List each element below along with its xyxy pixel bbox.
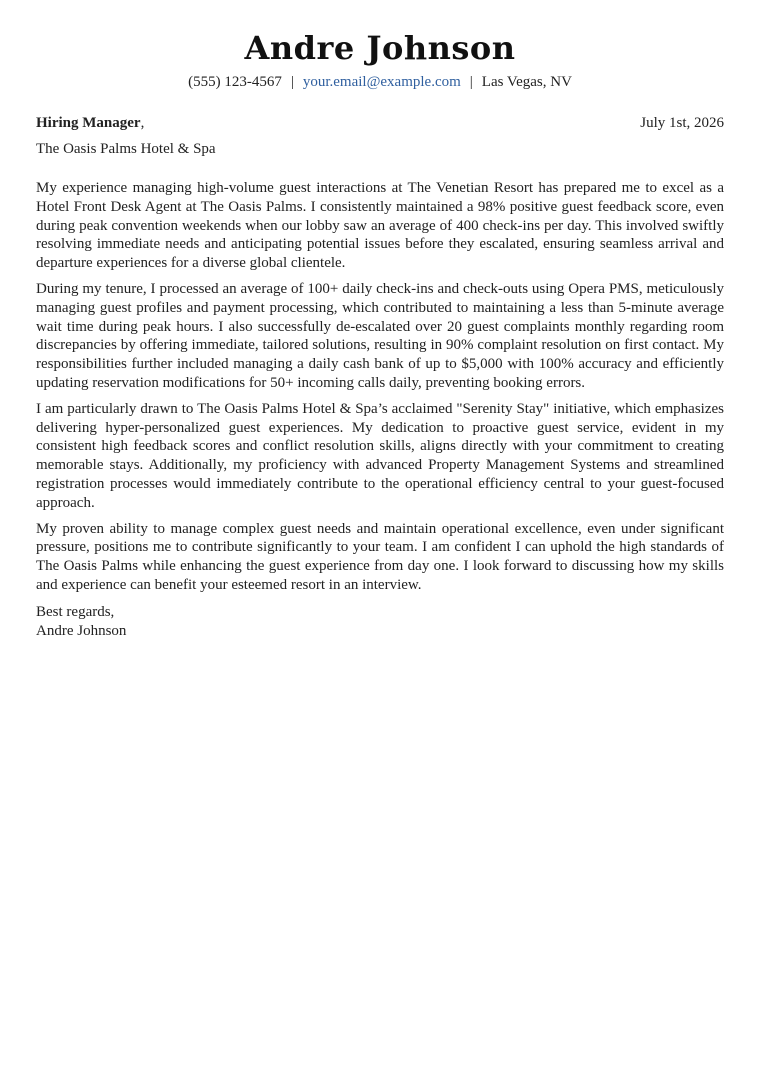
location: Las Vegas, NV [481,74,572,90]
applicant-name: Andre Johnson [244,29,516,67]
contact-line [36,72,724,92]
body-paragraph: I am particularly drawn to The Oasis Palms Hotel & Spa’s acclaimed "Serenity Stay" initiative, which emphasizes delivering hyper-personalized guest experiences. My dedication to proactive guest service, evident in my consistent high feedback scores and conflict resolution skills, aligns directly with your commitment to creating memorable stays. Additionally, my proficiency with advanced Property Management Systems and streamlined registration processes would immediately contribute to the operational efficiency central to your guest-focused approach. [36,400,724,511]
letter-body [36,179,724,595]
company-name: The Oasis Palms Hotel & Spa [36,141,216,157]
body-paragraph: My experience managing high-volume guest interactions at The Venetian Resort has prepared me to excel as a Hotel Front Desk Agent at The Oasis Palms. I consistently maintained a 98% positive guest feedback score, even during peak convention weekends when our lobby saw an average of 400 check-ins per day. This involved swiftly resolving immediate needs and anticipating potential issues before they escalated, ensuring seamless arrival and departure experiences for a diverse global clientele. [36,180,724,272]
signature-name: Andre Johnson [36,622,127,639]
body-paragraph: During my tenure, I processed an average of 100+ daily check-ins and check-outs using Opera PMS, meticulously managing guest profiles and payment processing, which contributed to maintaining a less than 5-minute average wait time during peak hours. I also successfully de-escalated over 20 guest complaints monthly regarding room discrepancies by offering immediate, tailored solutions, resulting in 90% complaint resolution on first contact. My responsibilities further included managing a daily cash bank of up to $5,000 with 100% accuracy and efficiently updating reservation modifications for 50+ incoming calls daily, preventing booking errors. [36,280,724,391]
phone-number: (555) 123-4567 [188,74,282,90]
salutation [36,113,144,133]
separator: | [469,74,473,90]
valediction: Best regards, [36,603,115,620]
body-paragraph: My proven ability to manage complex guest needs and maintain operational excellence, even under significant pressure, positions me to contribute significantly to your team. I am confident I can uphold the high standards of The Oasis Palms while enhancing the guest experience from day one. I look forward to discussing how my skills and experience can benefit your esteemed resort in an interview. [36,520,724,593]
separator: | [290,74,294,90]
closing-block [36,603,724,641]
email-link[interactable]: your.email@example.com [302,74,461,90]
recipient-name: Hiring Manager [36,115,141,131]
salutation-punctuation: , [140,115,145,131]
letter-date: July 1st, 2026 [640,115,724,131]
salutation-date-row [36,113,724,133]
